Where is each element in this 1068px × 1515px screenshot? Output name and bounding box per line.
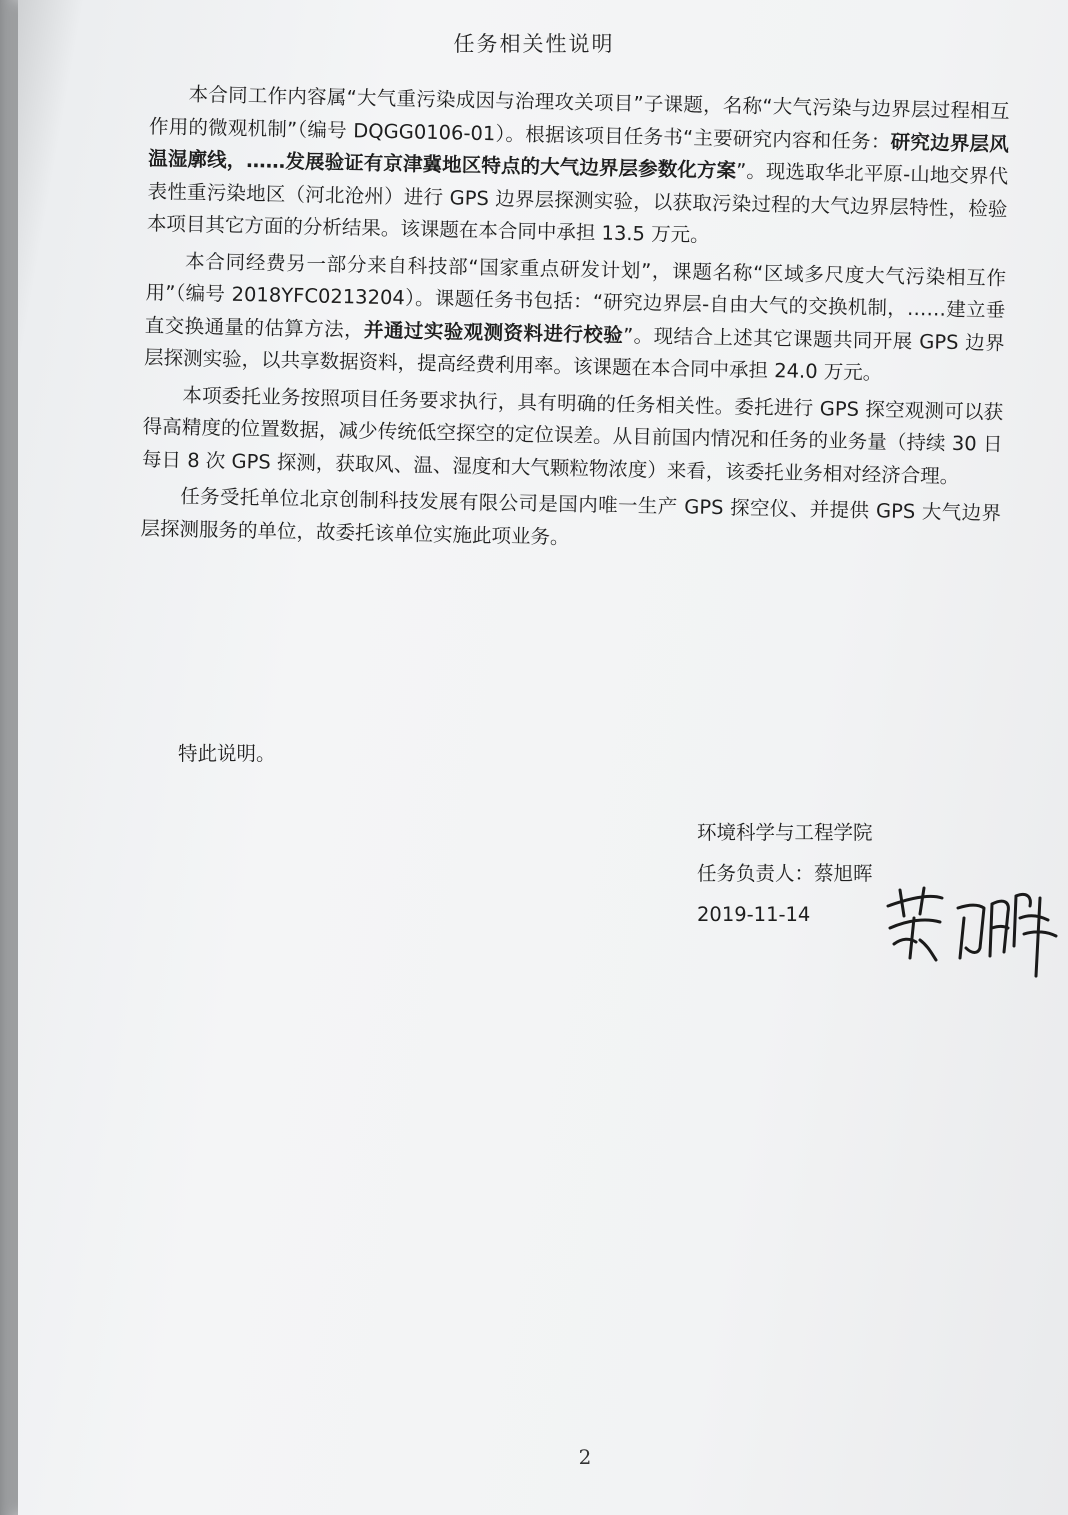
- binding-edge: [0, 0, 18, 1515]
- signature-block: [697, 812, 873, 935]
- closing-statement: 特此说明。: [178, 742, 276, 765]
- document-body: [140, 78, 1010, 563]
- paragraph: [144, 244, 1007, 392]
- paragraph-text-emphasis: 研究边界层风温湿廓线，……发展验证有京津冀地区特点的大气边界层参数化方案: [148, 130, 1010, 183]
- paragraph-text: 本合同工作内容属“大气重污染成因与治理攻关项目”子课题，名称“大气污染与边界层过程相互作用的微观机制”（编号 DQGG0106-01）。根据该项目任务书“主要研究内容和任务：: [148, 82, 1010, 154]
- paragraph-text: 本项委托业务按照项目任务要求执行，具有明确的任务相关性。委托进行 GPS 探空观测可以获得高精度的位置数据，减少传统低空探空的定位误差。从目前国内情况和任务的业务量（持续 30 日每日 8 次 GPS 探测，获取风、温、湿度和大气颗粒物浓度）来看，该委托业务相对经济合理。: [141, 383, 1004, 488]
- paragraph: [147, 78, 1010, 258]
- paragraph-text: ”。现结合上述其它课题共同开展 GPS 边界层探测实验，以共享数据资料，提高经费利用率。该课题在本合同中承担 24.0 万元。: [143, 323, 1005, 385]
- document-title: 任务相关性说明: [453, 32, 615, 56]
- paragraph: [142, 378, 1004, 493]
- paragraph-text-emphasis: 并通过实验观测资料进行校验: [363, 318, 624, 347]
- institution-name: 环境科学与工程学院: [697, 821, 873, 844]
- handwritten-signature: [880, 868, 1068, 978]
- paragraph-text: 本合同经费另一部分来自科技部“国家重点研发计划”，课题名称“区域多尺度大气污染相互作用”（编号 2018YFC0213204）。课题任务书包括：“研究边界层-自由大气的交换机制，……建立垂直交换通量的估算方法，: [144, 249, 1007, 342]
- responsible-person: 任务负责人：蔡旭晖: [697, 862, 873, 885]
- paragraph-text: 任务受托单位北京创制科技发展有限公司是国内唯一生产 GPS 探空仪、并提供 GPS 大气边界层探测服务的单位，故委托该单位实施此项业务。: [140, 484, 1002, 549]
- signing-date: 2019-11-14: [697, 903, 811, 926]
- paragraph-text: ”。现选取华北平原-山地交界代表性重污染地区（河北沧州）进行 GPS 边界层探测实验，以获取污染过程的大气边界层特性，检验本项目其它方面的分析结果。该课题在本合同中承担 13.5 万元。: [146, 159, 1009, 247]
- page-number: 2: [578, 1445, 592, 1469]
